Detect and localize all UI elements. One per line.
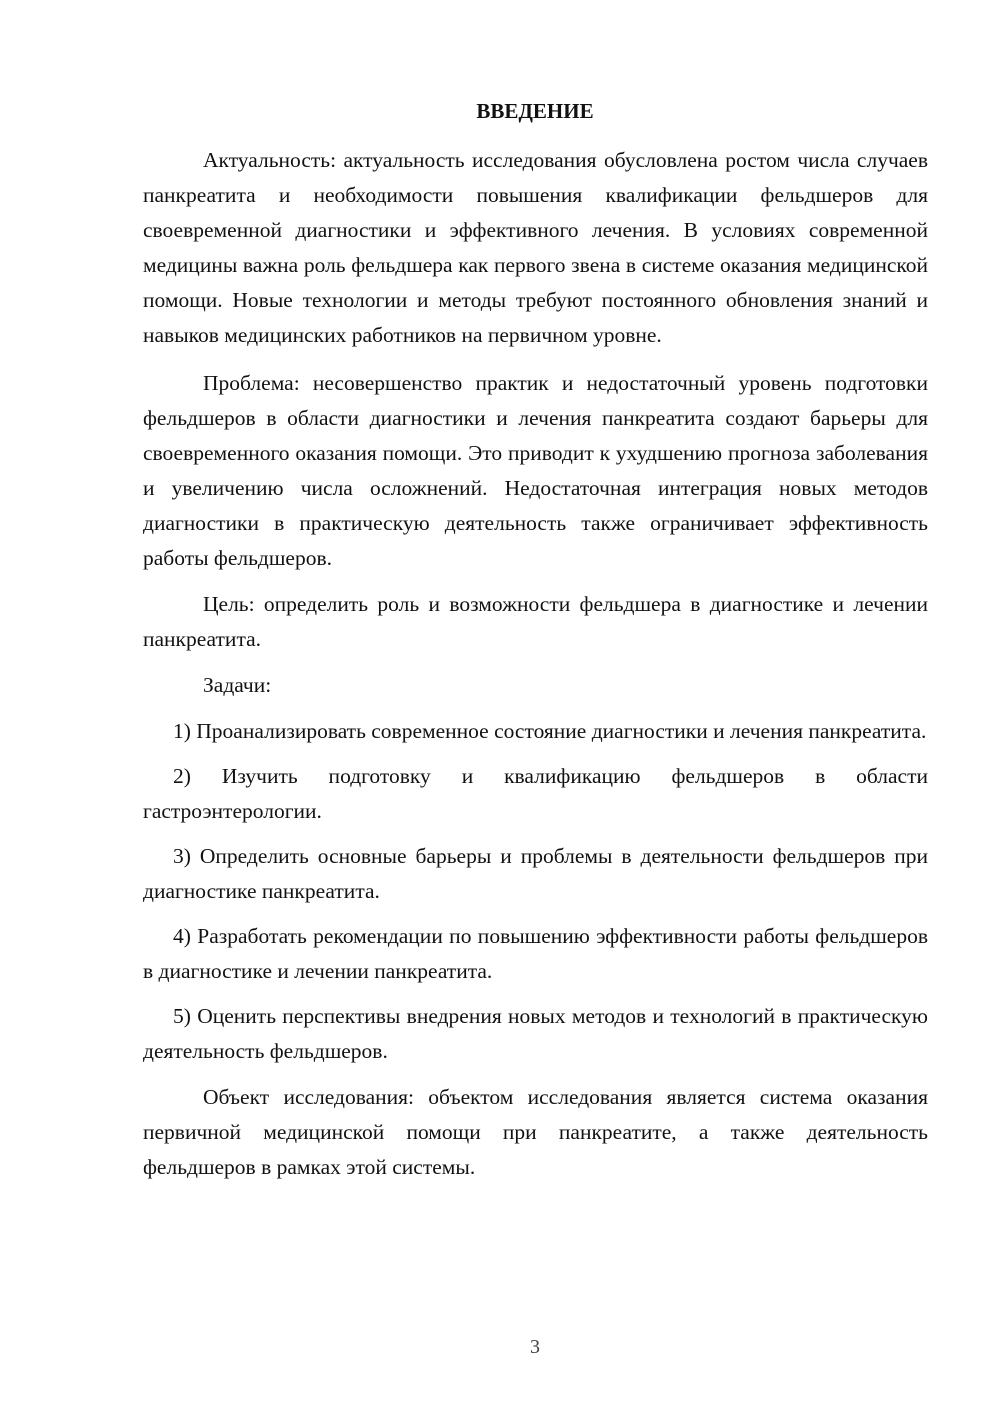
paragraph-problem: Проблема: несовершенство практик и недостаточный уровень подготовки фельдшеров в области диагностики и лечения панкреатита создают барьеры для своевременного оказания помощи. Это приводит к ухудшению прогноза заболевания и увеличению числа осложнений. Недостаточная интеграция новых методов диагностики в практическую деятельность также ограничивает эффективность работы фельдшеров. bbox=[143, 371, 928, 570]
task-item-2: 2) Изучить подготовку и квалификацию фельдшеров в области гастроэнтерологии. bbox=[143, 764, 928, 823]
paragraph-object: Объект исследования: объектом исследования является система оказания первичной медицинской помощи при панкреатите, а также деятельность фельдшеров в рамках этой системы. bbox=[143, 1085, 928, 1179]
paragraph-relevance: Актуальность: актуальность исследования обусловлена ростом числа случаев панкреатита и необходимости повышения квалификации фельдшеров для своевременной диагностики и эффективного лечения. В условиях современной медицины важна роль фельдшера как первого звена в системе оказания медицинской помощи. Новые технологии и методы требуют постоянного обновления знаний и навыков медицинских работников на первичном уровне. bbox=[143, 148, 928, 347]
section-title: ВВЕДЕНИЕ bbox=[476, 99, 594, 123]
tasks-heading: Задачи: bbox=[203, 673, 272, 697]
body-text bbox=[143, 143, 928, 1185]
task-item-3: 3) Определить основные барьеры и проблемы в деятельности фельдшеров при диагностике панкреатита. bbox=[143, 844, 928, 903]
task-item-4: 4) Разработать рекомендации по повышению эффективности работы фельдшеров в диагностике и лечении панкреатита. bbox=[143, 924, 928, 983]
paragraph-goal: Цель: определить роль и возможности фельдшера в диагностике и лечении панкреатита. bbox=[143, 592, 928, 651]
task-item-5: 5) Оценить перспективы внедрения новых методов и технологий в практическую деятельность фельдшеров. bbox=[143, 1004, 928, 1063]
task-item-1: 1) Проанализировать современное состояние диагностики и лечения панкреатита. bbox=[173, 719, 927, 743]
page-number: 3 bbox=[530, 1336, 540, 1358]
